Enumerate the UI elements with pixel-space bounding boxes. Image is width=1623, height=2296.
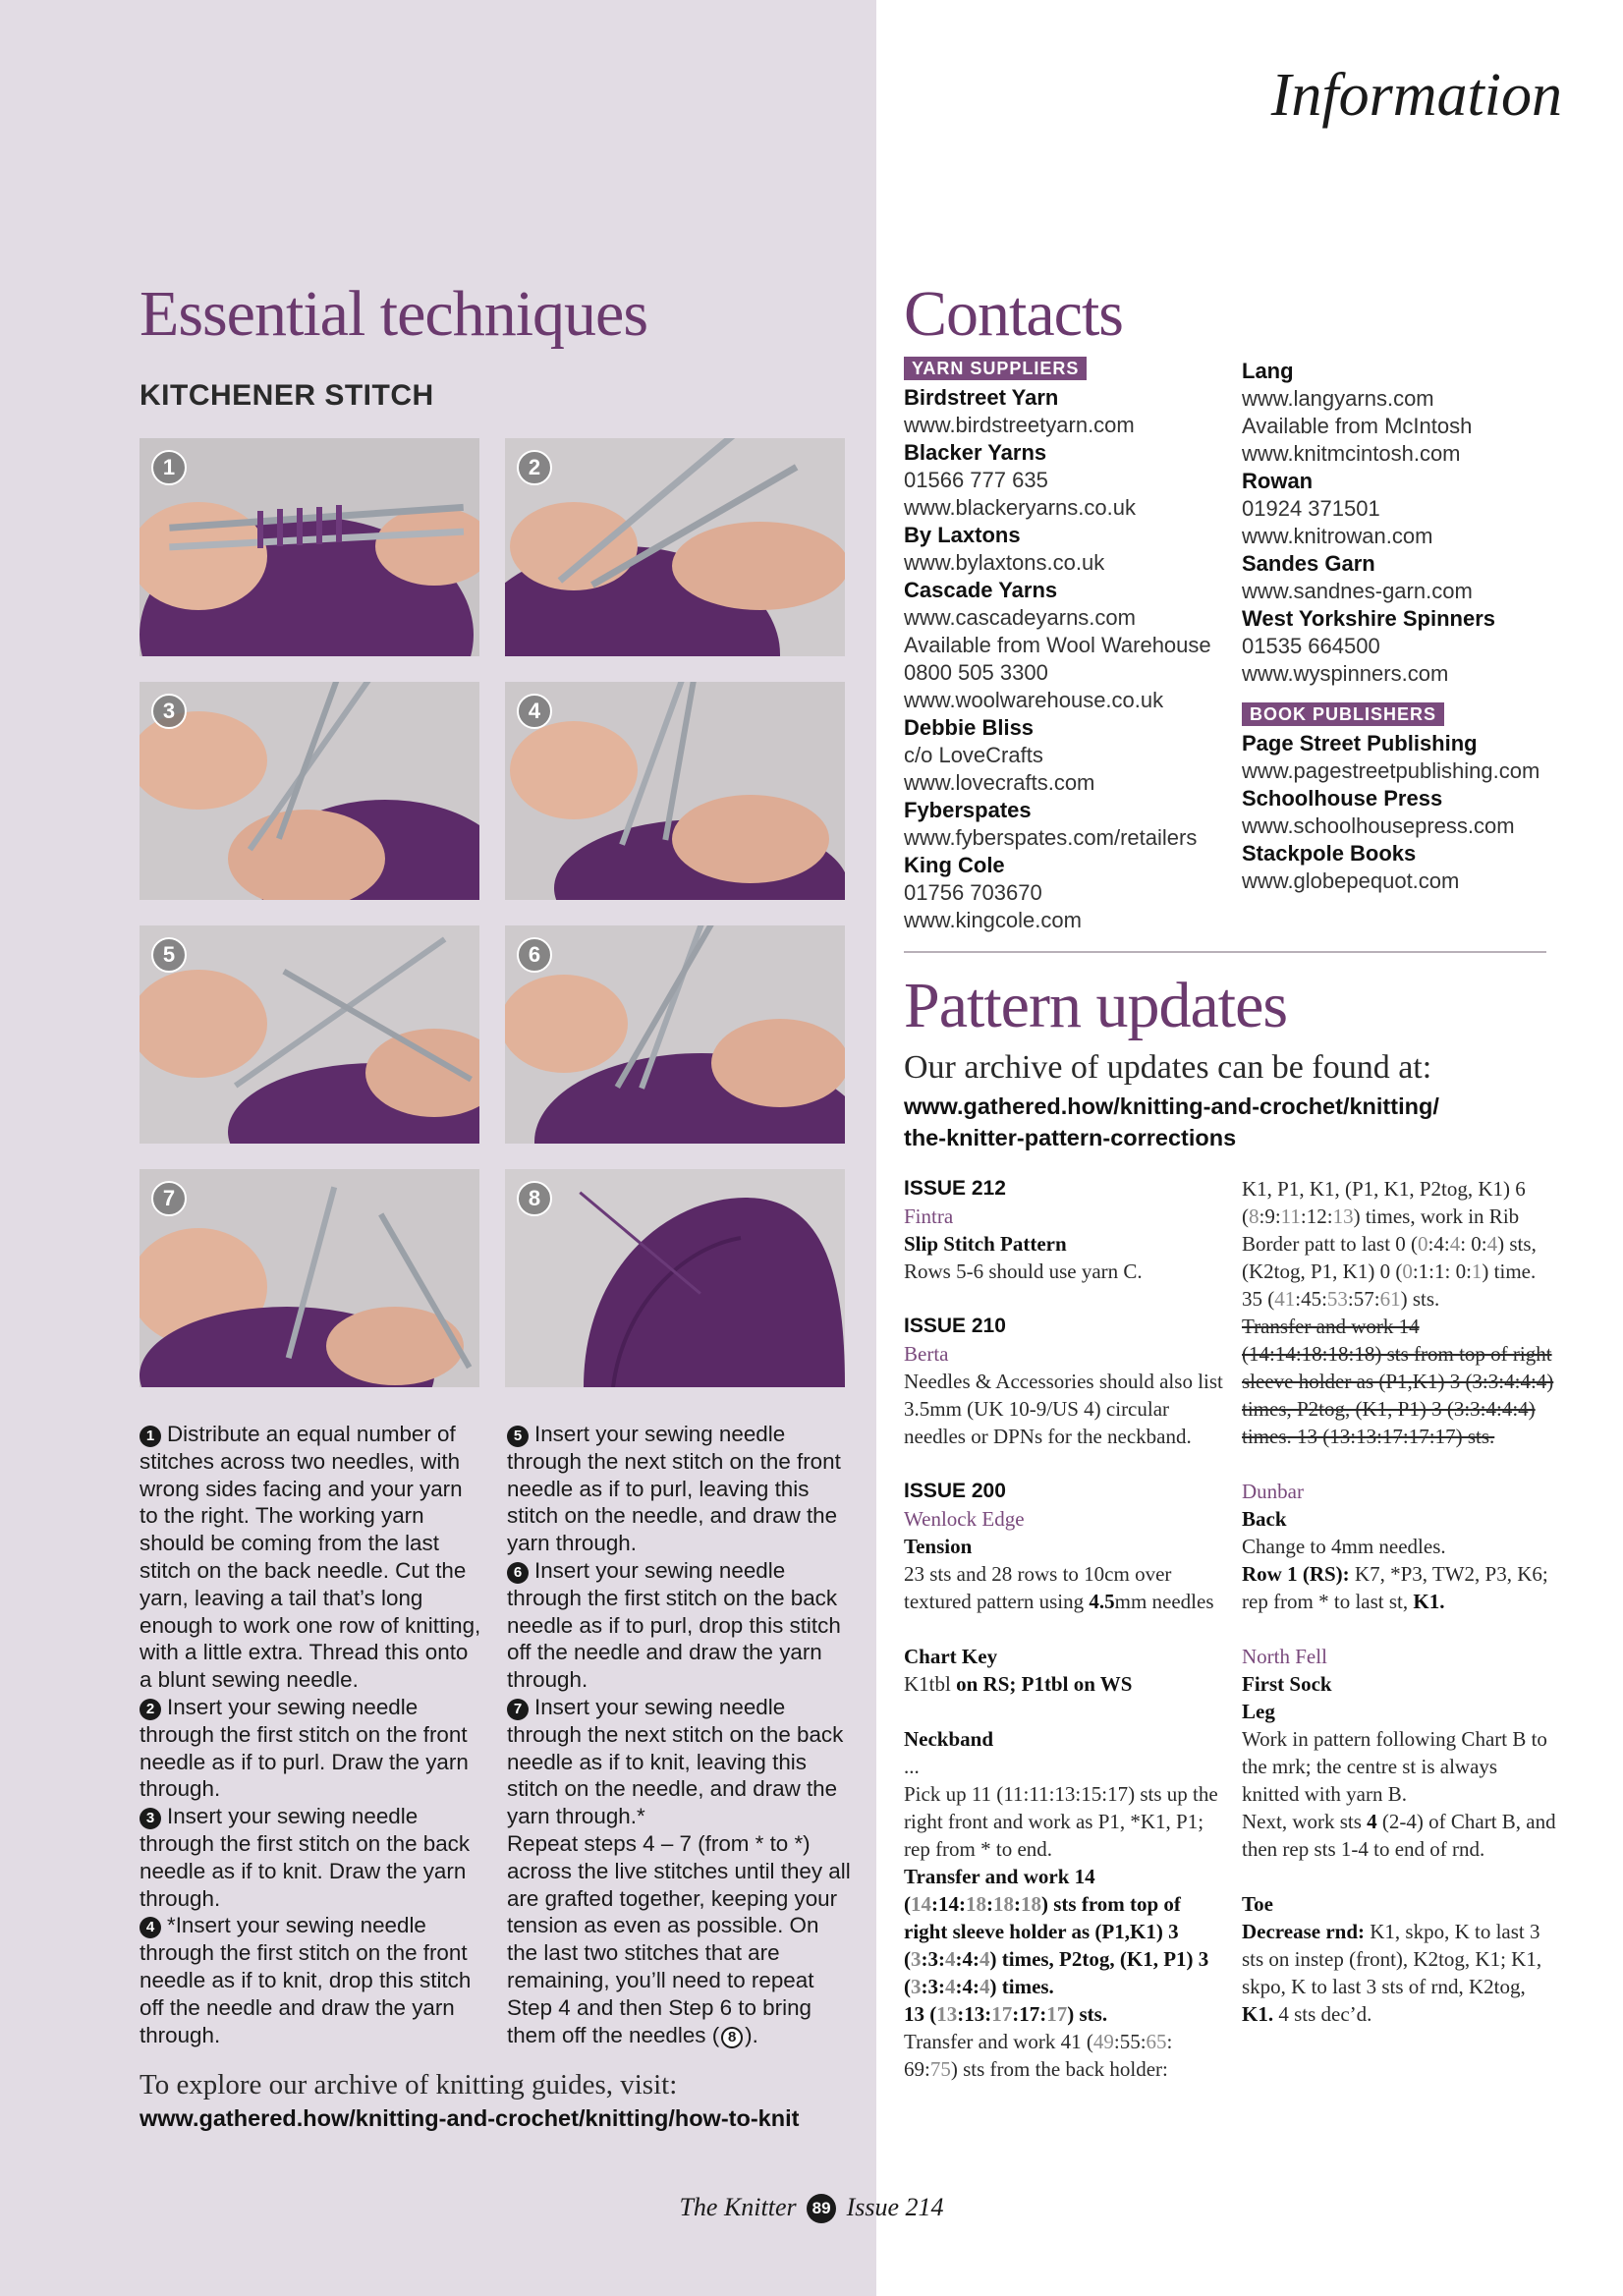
pattern-name: Dunbar: [1242, 1480, 1304, 1503]
contact-name: West Yorkshire Spinners: [1242, 606, 1495, 631]
contacts-list-1: [904, 384, 1228, 934]
contact-detail[interactable]: www.kingcole.com: [904, 908, 1082, 932]
step-number: 1: [140, 1426, 161, 1447]
contact-detail[interactable]: www.birdstreetyarn.com: [904, 413, 1135, 437]
neckband-bold-text: Transfer and work 14 (14:14:18:18:18) sts from top of right sleeve holder as (P1,K1) 3 (3:3:4:4:4) times, P2tog, (K1, P1) 3 (3:3:4:4:4) times.: [904, 1865, 1209, 1998]
archive-lead: Our archive of updates can be found at:: [904, 1049, 1432, 1086]
step-5-text: 5 Insert your sewing needle through the next stitch on the front needle as if to purl, leaving this stitch on the needle, and draw the yarn through.: [507, 1422, 841, 1556]
photo-badge: 7: [151, 1181, 187, 1216]
correction-text: Work in pattern following Chart B to the mrk; the centre st is always knitted with yarn B.: [1242, 1727, 1547, 1806]
pattern-name: Berta: [904, 1342, 949, 1366]
contact-detail[interactable]: www.knitmcintosh.com: [1242, 441, 1461, 466]
contact-name: Lang: [1242, 359, 1294, 383]
step-7-text: 7 Insert your sewing needle through the next stitch on the back needle as if to knit, leaving this stitch on the needle, and draw the yarn through.*: [507, 1694, 844, 1829]
contact-name: Birdstreet Yarn: [904, 385, 1059, 410]
magazine-name: The Knitter: [679, 2193, 797, 2221]
section-heading: Slip Stitch Pattern: [904, 1232, 1067, 1256]
section-heading: Back: [1242, 1507, 1287, 1531]
photo-1-image: [140, 438, 479, 656]
photo-badge: 4: [517, 694, 552, 729]
correction-text: Change to 4mm needles.: [1242, 1535, 1446, 1558]
issue-heading: ISSUE 200: [904, 1480, 1006, 1502]
contact-name: King Cole: [904, 853, 1005, 877]
tension-text: 23 sts and 28 rows to 10cm over textured pattern using 4.5mm needles: [904, 1562, 1214, 1613]
contact-detail[interactable]: www.fyberspates.com/retailers: [904, 825, 1198, 850]
explore-url-link[interactable]: www.gathered.how/knitting-and-crochet/knitting/how-to-knit: [140, 2105, 800, 2131]
contact-name: Stackpole Books: [1242, 841, 1417, 866]
section-heading: Tension: [904, 1535, 973, 1558]
neckband-continued: K1, P1, K1, (P1, K1, P2tog, K1) 6 (8:9:11:12:13) times, work in Rib Border patt to last 0 (0:4:4: 0:4) sts, (K2tog, P1, K1) 0 (0:1:1: 0:1) time.: [1242, 1177, 1537, 1283]
step-number: 3: [140, 1808, 161, 1829]
step-number: 7: [507, 1699, 529, 1720]
step-1-text: 1 Distribute an equal number of stitches across two needles, with wrong sides facing and your yarn to the right. The working yarn should be coming from the last stitch on the back needle. Cut the yarn, leaving a tail that’s long enough to work one row of knitting, with a little extra. Thread this onto a blunt sewing needle.: [140, 1422, 481, 1693]
issue-heading: ISSUE 212: [904, 1177, 1006, 1200]
book-publishers-tag: BOOK PUBLISHERS: [1242, 702, 1444, 726]
contact-name: By Laxtons: [904, 523, 1021, 547]
explore-lead: To explore our archive of knitting guides, visit:: [140, 2069, 678, 2100]
step-number: 6: [507, 1562, 529, 1584]
photo-6-image: [505, 925, 845, 1144]
contact-detail[interactable]: www.pagestreetpublishing.com: [1242, 758, 1540, 783]
contact-detail: 01535 664500: [1242, 634, 1380, 658]
contact-name: Page Street Publishing: [1242, 731, 1478, 756]
contact-detail: 01924 371501: [1242, 496, 1380, 521]
contact-detail[interactable]: www.sandnes-garn.com: [1242, 579, 1473, 603]
page-footer: [0, 2193, 1623, 2223]
photo-step-4: [505, 682, 845, 900]
contact-detail: 01566 777 635: [904, 468, 1048, 492]
step-number: 5: [507, 1426, 529, 1447]
photo-badge: 6: [517, 937, 552, 973]
section-heading: Toe: [1242, 1892, 1273, 1916]
photo-7-image: [140, 1169, 479, 1387]
ellipsis: ...: [904, 1755, 920, 1778]
step-2-text: 2 Insert your sewing needle through the first stitch on the front needle as if to purl. Draw the yarn through.: [140, 1694, 469, 1802]
contacts-column-2: [1242, 358, 1566, 895]
photo-2-image: [505, 438, 845, 656]
contact-detail[interactable]: www.globepequot.com: [1242, 868, 1460, 893]
contact-detail[interactable]: www.blackeryarns.co.uk: [904, 495, 1136, 520]
photo-step-2: [505, 438, 845, 656]
step-number: 2: [140, 1699, 161, 1720]
archive-url-link[interactable]: www.gathered.how/knitting-and-crochet/knitting/ the-knitter-pattern-corrections: [904, 1093, 1439, 1150]
steps-left-column: [140, 1421, 483, 2048]
correction-text: Rows 5-6 should use yarn C.: [904, 1260, 1143, 1283]
contact-detail[interactable]: www.langyarns.com: [1242, 386, 1434, 411]
essential-techniques-title: Essential techniques: [140, 278, 648, 350]
page-number: 89: [807, 2194, 836, 2223]
photo-step-8: [505, 1169, 845, 1387]
photo-badge: 1: [151, 450, 187, 485]
contact-name: Blacker Yarns: [904, 440, 1047, 465]
issue-heading: ISSUE 210: [904, 1315, 1006, 1337]
contact-name: Schoolhouse Press: [1242, 786, 1443, 811]
photo-badge: 5: [151, 937, 187, 973]
pattern-name: Wenlock Edge: [904, 1507, 1025, 1531]
contact-detail: 0800 505 3300: [904, 660, 1048, 685]
contacts-list-2: [1242, 358, 1566, 688]
contacts-title: Contacts: [904, 278, 1123, 350]
kitchener-stitch-subtitle: KITCHENER STITCH: [140, 379, 434, 412]
pattern-column-1: [904, 1175, 1228, 2083]
contacts-list-books: [1242, 730, 1566, 895]
photo-4-image: [505, 682, 845, 900]
contact-detail[interactable]: www.wyspinners.com: [1242, 661, 1449, 686]
contact-detail[interactable]: www.knitrowan.com: [1242, 524, 1433, 548]
contact-detail[interactable]: www.bylaxtons.co.uk: [904, 550, 1105, 575]
page-header-title: Information: [1270, 62, 1562, 129]
steps-right-column: [507, 1421, 853, 2048]
photo-step-1: [140, 438, 479, 656]
contacts-column-1: [904, 354, 1228, 934]
step-6-text: 6 Insert your sewing needle through the first stitch on the back needle as if to purl, drop this stitch off the needle and draw the yarn through.: [507, 1557, 841, 1693]
issue-number: Issue 214: [846, 2193, 944, 2221]
photo-badge: 2: [517, 450, 552, 485]
pattern-column-2: [1242, 1175, 1556, 2028]
section-heading: Neckband: [904, 1727, 994, 1751]
next-text: Next, work sts 4 (2-4) of Chart B, and then rep sts 1-4 to end of rnd.: [1242, 1810, 1556, 1861]
contact-detail[interactable]: www.schoolhousepress.com: [1242, 813, 1515, 838]
section-divider: [904, 951, 1546, 953]
pattern-updates-title: Pattern updates: [904, 970, 1288, 1041]
photo-badge: 3: [151, 694, 187, 729]
step-number: 4: [140, 1917, 161, 1938]
struck-correction: Transfer and work 14 (14:14:18:18:18) sts from top of right sleeve holder as (P1,K1) 3 (3:3:4:4:4) times, P2tog, (K1, P1) 3 (3:3:4:4:4) times. 13 (13:13:17:17:17) sts.: [1242, 1315, 1554, 1448]
decrease-text: Decrease rnd: K1, skpo, K to last 3 sts on instep (front), K2tog, K1; K1, skpo, K to last 3 sts of rnd, K2tog, K1. 4 sts dec’d.: [1242, 1920, 1542, 2026]
photo-badge: 8: [517, 1181, 552, 1216]
row1-text: Row 1 (RS): K7, *P3, TW2, P3, K6; rep from * to last st, K1.: [1242, 1562, 1548, 1613]
chart-key-text: K1tbl on RS; P1tbl on WS: [904, 1672, 1133, 1696]
pattern-name: Fintra: [904, 1204, 954, 1228]
repeat-text: Repeat steps 4 – 7 (from * to *) across the live stitches until they all are grafted together, keeping your tension as even as possible. On the last two stitches that are remaining, you’ll need to repeat Step 4 and then Step 6 to bring them off the needles ( 8 ).: [507, 1830, 851, 2047]
step-number: 8: [721, 2027, 743, 2048]
photo-step-7: [140, 1169, 479, 1387]
step-3-text: 3 Insert your sewing needle through the first stitch on the back needle as if to knit. Draw the yarn through.: [140, 1804, 471, 1911]
contact-name: Sandes Garn: [1242, 551, 1375, 576]
stitch-count: 35 (41:45:53:57:61) sts.: [1242, 1287, 1440, 1311]
contact-detail: Available from Wool Warehouse: [904, 633, 1211, 657]
correction-text: Needles & Accessories should also list 3.5mm (UK 10-9/US 4) circular needles or DPNs for the neckband.: [904, 1370, 1223, 1448]
contact-name: Cascade Yarns: [904, 578, 1058, 602]
photo-5-image: [140, 925, 479, 1144]
contact-detail[interactable]: www.lovecrafts.com: [904, 770, 1095, 795]
neckband-transfer: Transfer and work 41 (49:55:65: 69:75) sts from the back holder:: [904, 2030, 1173, 2081]
photo-step-3: [140, 682, 479, 900]
contact-detail[interactable]: www.cascadeyarns.com: [904, 605, 1136, 630]
contact-detail: Available from McIntosh: [1242, 414, 1473, 438]
contact-detail: 01756 703670: [904, 880, 1042, 905]
contact-name: Fyberspates: [904, 798, 1032, 822]
section-heading: Leg: [1242, 1700, 1275, 1723]
contact-detail[interactable]: www.woolwarehouse.co.uk: [904, 688, 1164, 712]
photo-step-5: [140, 925, 479, 1144]
neckband-text: Pick up 11 (11:11:13:15:17) sts up the right front and work as P1, *K1, P1; rep from * to end.: [904, 1782, 1218, 1861]
photo-3-image: [140, 682, 479, 900]
contact-name: Debbie Bliss: [904, 715, 1035, 740]
photo-step-6: [505, 925, 845, 1144]
photo-8-image: [505, 1169, 845, 1387]
section-heading: First Sock: [1242, 1672, 1332, 1696]
yarn-suppliers-tag: YARN SUPPLIERS: [904, 357, 1087, 380]
section-heading: Chart Key: [904, 1645, 998, 1668]
contact-detail: c/o LoveCrafts: [904, 743, 1043, 767]
contact-name: Rowan: [1242, 469, 1314, 493]
step-4-text: 4 *Insert your sewing needle through the first stitch on the front needle as if to knit, drop this stitch off the needle and draw the yarn through.: [140, 1913, 472, 2047]
pattern-name: North Fell: [1242, 1645, 1327, 1668]
explore-archive: [140, 2069, 867, 2132]
neckband-count: 13 (13:13:17:17:17) sts.: [904, 2002, 1108, 2026]
